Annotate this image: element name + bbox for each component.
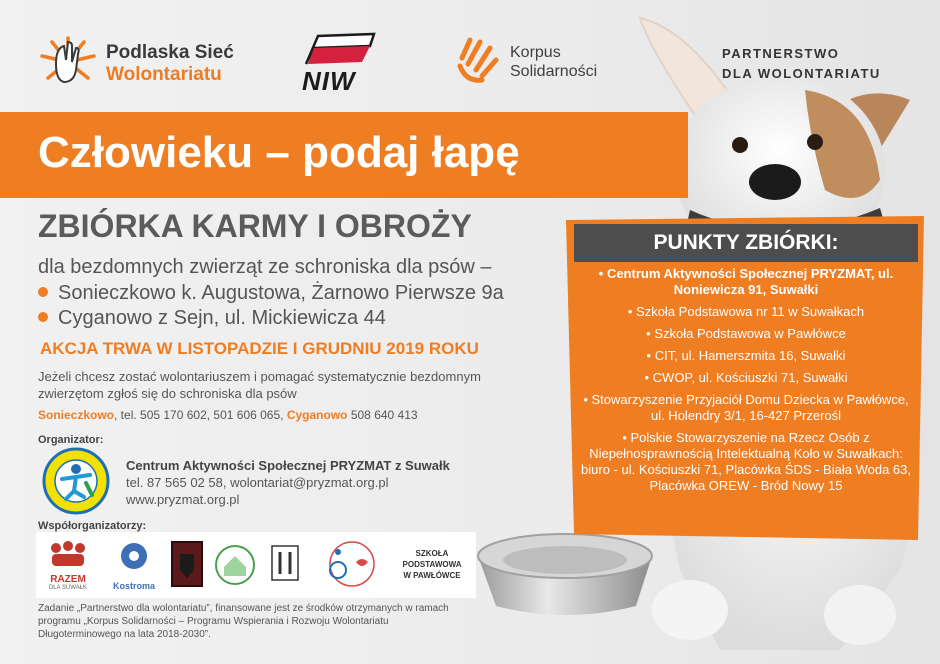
organizer-contact: tel. 87 565 02 58, wolontariat@pryzmat.org.pl	[126, 475, 389, 490]
subtitle: dla bezdomnych zwierząt ze schroniska dla psów –	[38, 256, 492, 278]
partner-line1: PARTNERSTWO	[722, 46, 840, 61]
bullet-icon	[38, 287, 48, 297]
shelter-phones-2: 508 640 413	[347, 408, 418, 422]
coorganizers-logos	[36, 532, 476, 598]
razem-logo	[44, 540, 92, 590]
korpus-solidarnosci-logo	[452, 36, 602, 86]
figures-icon	[268, 540, 302, 590]
people-icon	[44, 540, 92, 570]
collection-point: • CWOP, ul. Kościuszki 71, Suwałki	[578, 370, 914, 386]
partner-line2: DLA WOLONTARIATU	[722, 66, 881, 81]
collection-point: • CIT, ul. Hamerszmita 16, Suwałki	[578, 348, 914, 364]
campaign-dates: AKCJA TRWA W LISTOPADZIE I GRUDNIU 2019 ROKU	[40, 339, 479, 358]
ks-name-line2: Solidarności	[510, 63, 598, 80]
kostroma-logo	[106, 540, 162, 590]
psw-name-line1: Podlaska Sieć	[106, 42, 234, 63]
collection-point: • Stowarzyszenie Przyjaciół Domu Dziecka w Pawłówce, ul. Holendry 3/1, 16-427 Przerośl	[578, 392, 914, 424]
main-heading: ZBIÓRKA KARMY I OBROŻY	[38, 208, 472, 244]
location-text: Sonieczkowo k. Augustowa, Żarnowo Pierwsze 9a	[58, 282, 504, 304]
psw-name-line2: Wolontariatu	[106, 64, 222, 85]
shelter-phones-1: , tel. 505 170 602, 501 606 065,	[114, 408, 287, 422]
niw-text: NIW	[302, 66, 356, 96]
collection-point: • Polskie Stowarzyszenie na Rzecz Osób z Niepełnosprawnością Intelektualną Koło w Suwałkach: biuro - ul. Kościuszki 71, Placówka ŚDS - Biała Woda 63, Placówka OREW - Bród Nowy 15	[578, 430, 914, 494]
location-item	[38, 282, 504, 305]
collection-point: • Szkoła Podstawowa nr 11 w Suwałkach	[578, 304, 914, 320]
organizer-label: Organizator:	[38, 434, 104, 446]
bullet-icon	[38, 312, 48, 322]
page-title: Człowieku – podaj łapę	[38, 128, 520, 177]
school-line3: W PAWŁÓWCE	[403, 571, 461, 580]
flower-icon	[106, 540, 162, 576]
podlaska-siec-logo	[38, 34, 243, 89]
shelter-name-2: Cyganowo	[286, 408, 348, 422]
funding-note: Zadanie „Partnerstwo dla wolontariatu”, finansowane jest ze środków otrzymanych w ramach programu „Korpus Solidarności – Programu Wspierania i Rozwoju Wolontariatu Długoterminowego na lata 2018-2030”.	[38, 603, 449, 640]
collection-point-main: • Centrum Aktywności Społecznej PRYZMAT, ul. Noniewicza 91, Suwałki	[578, 266, 914, 298]
shield-icon	[170, 540, 204, 590]
niw-logo	[300, 30, 380, 94]
panel-title: PUNKTY ZBIÓRKI:	[574, 224, 918, 262]
location-text: Cyganowo z Sejn, ul. Mickiewicza 44	[58, 307, 386, 329]
coorganizers-label: Współorganizatorzy:	[38, 520, 147, 532]
phone-line	[38, 408, 418, 422]
razem-text: RAZEM	[50, 574, 86, 585]
organizer-name: Centrum Aktywności Społecznej PRYZMAT z Suwałk	[126, 458, 450, 473]
collection-point: • Szkoła Podstawowa w Pawłówce	[578, 326, 914, 342]
ks-name-line1: Korpus	[510, 44, 561, 61]
organizer-website: www.pryzmat.org.pl	[126, 492, 240, 507]
wheelchair-icon	[316, 540, 388, 590]
school-logo	[396, 540, 468, 598]
hand-icon	[38, 34, 100, 89]
collection-points-list	[578, 266, 914, 500]
location-item	[38, 307, 386, 330]
kostroma-text: Kostroma	[112, 581, 155, 591]
hand-stripes-icon	[452, 36, 504, 86]
house-icon	[214, 540, 256, 590]
shelter-name-1: Sonieczkowo	[38, 408, 115, 422]
pryzmat-logo	[40, 447, 112, 515]
school-line1: SZKOŁA	[415, 549, 449, 558]
flag-icon	[300, 30, 380, 70]
volunteer-text: Jeżeli chcesz zostać wolontariuszem i pomagać systematycznie bezdomnym zwierzętom zgłoś się do schroniska dla psów	[38, 369, 481, 401]
partnership-label	[722, 44, 922, 84]
school-line2: PODSTAWOWA	[402, 560, 462, 569]
razem-sub: DLA SUWAŁK	[48, 585, 88, 591]
